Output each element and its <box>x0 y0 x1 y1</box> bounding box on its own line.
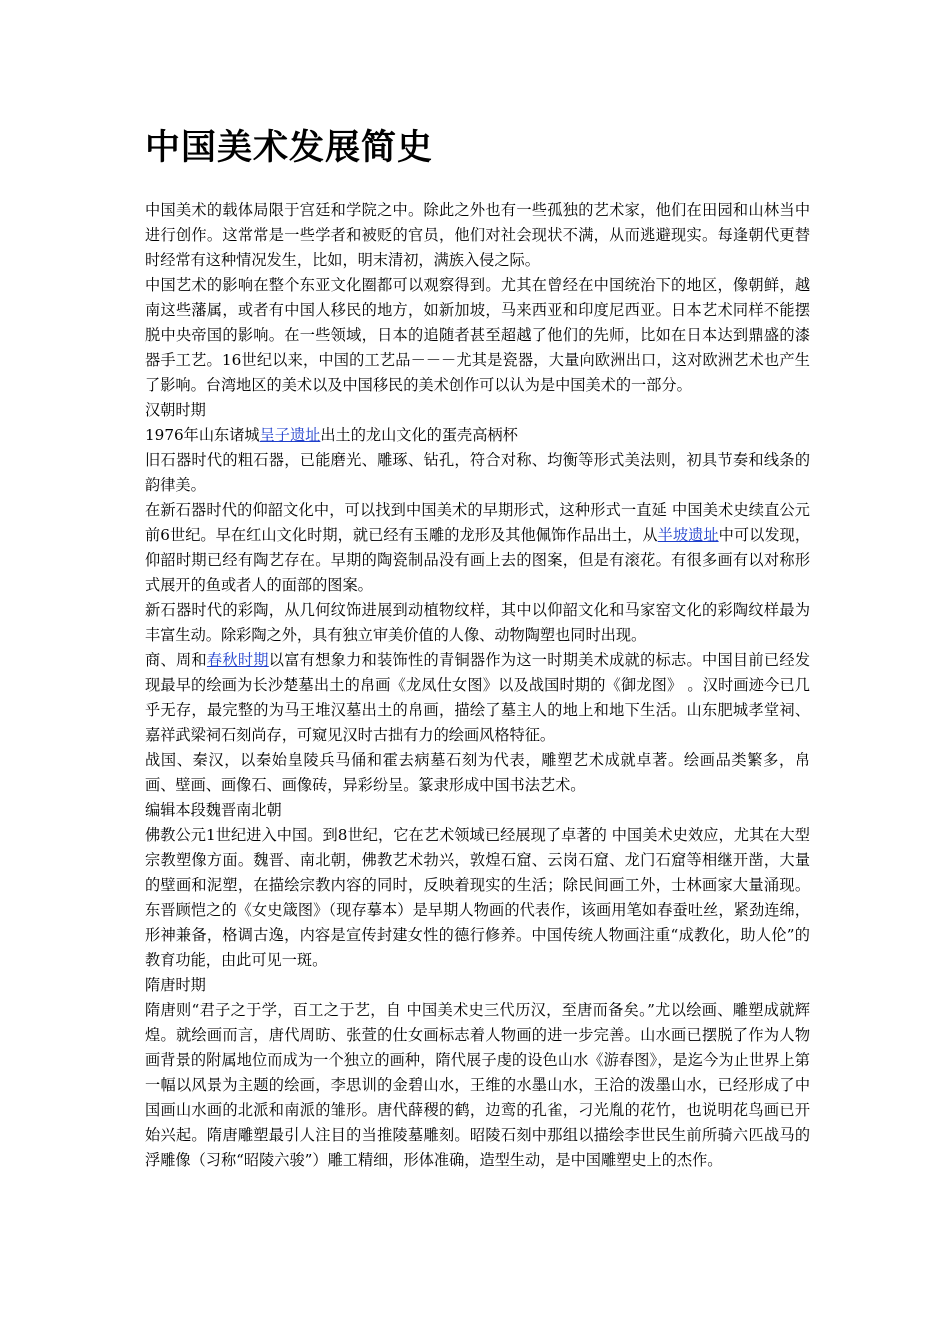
link-spring-autumn[interactable]: 春秋时期 <box>206 651 269 669</box>
text-segment: 以富有想象力和装饰性的青铜器作为这一时期美术成就的标志。中国目前已经发现最早的绘画为长沙楚墓出土的帛画《龙凤仕女图》以及战国时期的《御龙图》 。汉时画迹今已几乎无存，最完整的为马王堆汉墓出土的帛画，描绘了墓主人的地上和地下生活。山东肥城孝堂祠、嘉祥武梁祠石刻尚存，可窥见汉时古拙有力的绘画风格特征。 <box>145 651 811 744</box>
document-body <box>145 198 810 1173</box>
paragraph-painted-pottery: 新石器时代的彩陶，从几何纹饰进展到动植物纹样，其中以仰韶文化和马家窑文化的彩陶纹样最为丰富生动。除彩陶之外，具有独立审美价值的人像、动物陶塑也同时出现。 <box>145 601 810 644</box>
paragraph-qin-han: 战国、秦汉，以秦始皇陵兵马俑和霍去病墓石刻为代表，雕塑艺术成就卓著。绘画品类繁多，帛画、壁画、画像石、画像砖，异彩纷呈。篆隶形成中国书法艺术。 <box>145 751 810 794</box>
paragraph-influence: 中国艺术的影响在整个东亚文化圈都可以观察得到。尤其在曾经在中国统治下的地区，像朝鲜，越南这些藩属，或者有中国人移民的地方，如新加坡，马来西亚和印度尼西亚。日本艺术同样不能摆脱中央帝国的影响。在一些领域，日本的追随者甚至超越了他们的先师，比如在日本达到鼎盛的漆器手工艺。16世纪以来，中国的工艺品－－－尤其是瓷器，大量向欧洲出口，这对欧洲艺术也产生了影响。台湾地区的美术以及中国移民的美术创作可以认为是中国美术的一部分。 <box>145 276 810 394</box>
link-chengzi-site[interactable]: 呈子遗址 <box>259 426 321 444</box>
paragraph-sui-tang: 隋唐则“君子之于学，百工之于艺，自 中国美术史三代历汉，至唐而备矣。”尤以绘画、雕塑成就辉煌。就绘画而言，唐代周昉、张萱的仕女画标志着人物画的进一步完善。山水画已摆脱了作为人物画背景的附属地位而成为一个独立的画种，隋代展子虔的设色山水《游春图》，是迄今为止世界上第一幅以风景为主题的绘画，李思训的金碧山水，王维的水墨山水，王洽的泼墨山水，已经形成了中国画山水画的北派和南派的雏形。唐代薛稷的鹤，边鸾的孔雀，刁光胤的花竹，也说明花鸟画已开始兴起。隋唐雕塑最引人注目的当推陵墓雕刻。昭陵石刻中那组以描绘李世民生前所骑六匹战马的浮雕像（习称“昭陵六骏”）雕工精细，形体准确，造型生动，是中国雕塑史上的杰作。 <box>145 1001 810 1169</box>
paragraph-buddhism: 佛教公元1世纪进入中国。到8世纪，它在艺术领域已经展现了卓著的 中国美术史效应，尤其在大型宗教塑像方面。魏晋、南北朝，佛教艺术勃兴，敦煌石窟、云岗石窟、龙门石窟等相继开凿，大量的壁画和泥塑，在描绘宗教内容的同时，反映着现实的生活；除民间画工外，士林画家大量涌现。东晋顾恺之的《女史箴图》（现存摹本）是早期人物画的代表作，该画用笔如春蚕吐丝，紧劲连绵，形神兼备，格调古逸，内容是宣传封建女性的德行修养。中国传统人物画注重“成教化，助人伦”的教育功能，由此可见一斑。 <box>145 826 810 969</box>
section-heading-wei-jin: 编辑本段魏晋南北朝 <box>145 801 282 819</box>
paragraph-bronze <box>145 648 810 748</box>
text-segment: 在新石器时代的仰韶文化中，可以找到中国美术的早期形式，这种形式一直延 中国美术史续直公元前6世纪。早在红山文化时期，就已经有玉雕的龙形及其他佩饰作品出土，从 <box>145 501 810 544</box>
paragraph-eggshell-cup <box>145 423 810 448</box>
link-banpo-site[interactable]: 半坡遗址 <box>657 526 719 544</box>
text-segment: 出土的龙山文化的蛋壳高柄杯 <box>320 426 518 444</box>
document-page <box>145 118 810 1173</box>
section-heading-han: 汉朝时期 <box>145 401 206 419</box>
text-segment: 商、周和 <box>145 651 207 669</box>
text-segment: 中可以发现，仰韶时期已经有陶艺存在。早期的陶瓷制品没有画上去的图案，但是有滚花。有很多画有以对称形式展开的鱼或者人的面部的图案。 <box>145 526 811 594</box>
paragraph-paleolithic: 旧石器时代的粗石器，已能磨光、雕琢、钻孔，符合对称、均衡等形式美法则，初具节奏和线条的韵律美。 <box>145 451 810 494</box>
paragraph-neolithic <box>145 498 810 598</box>
paragraph-intro: 中国美术的载体局限于宫廷和学院之中。除此之外也有一些孤独的艺术家，他们在田园和山林当中进行创作。这常常是一些学者和被贬的官员，他们对社会现状不满，从而逃避现实。每逢朝代更替时经常有这种情况发生，比如，明末清初，满族入侵之际。 <box>145 201 810 269</box>
section-heading-sui-tang: 隋唐时期 <box>145 976 206 994</box>
document-title: 中国美术发展简史 <box>145 127 434 168</box>
text-segment: 1976年山东诸城 <box>145 426 260 444</box>
